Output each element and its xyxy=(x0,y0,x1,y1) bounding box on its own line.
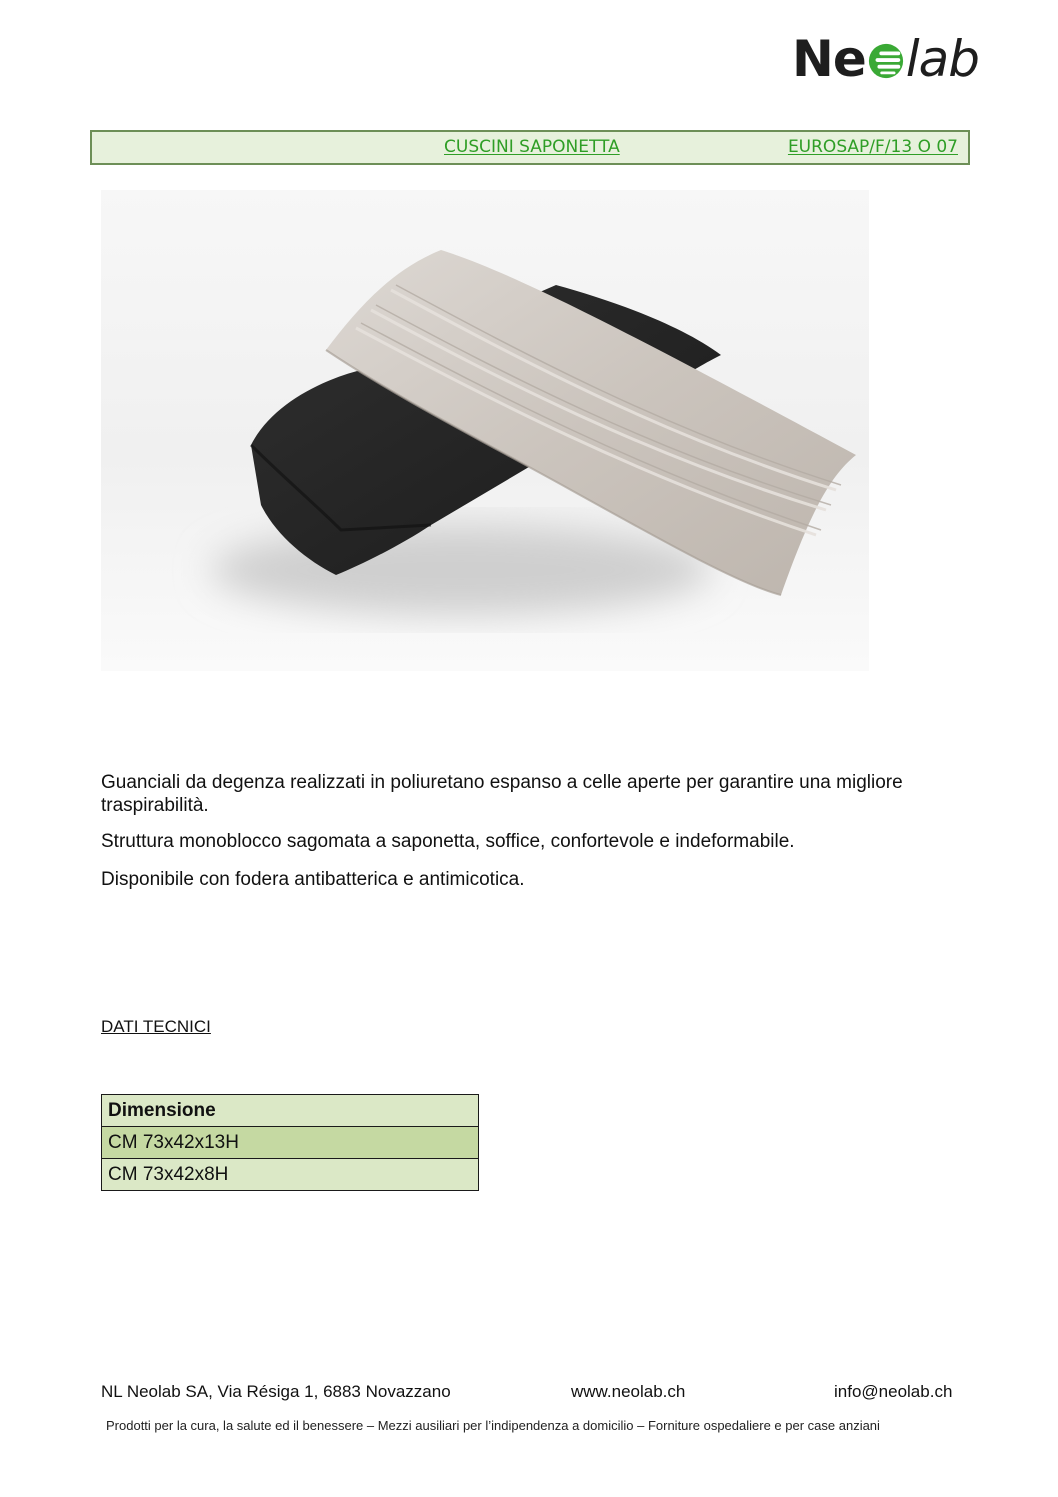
description-paragraph-3: Disponibile con fodera antibatterica e antimicotica. xyxy=(101,869,525,890)
logo-text-lab: lab xyxy=(905,30,980,88)
table-row xyxy=(102,1127,479,1159)
pillow-product-image xyxy=(101,190,869,671)
logo-text-ne: Ne xyxy=(792,30,866,88)
footer-address: NL Neolab SA, Via Résiga 1, 6883 Novazzano xyxy=(101,1382,451,1401)
header-bar xyxy=(90,130,970,165)
table-cell: CM 73x42x13H xyxy=(102,1127,479,1159)
table-row xyxy=(102,1159,479,1191)
description-paragraph-1: Guanciali da degenza realizzati in poliuretano espanso a celle aperte per garantire una migliore traspirabilità. xyxy=(101,772,903,816)
tech-data-heading: DATI TECNICI xyxy=(101,1017,211,1036)
footer-email-link[interactable]: info@neolab.ch xyxy=(834,1382,953,1401)
neolab-logo xyxy=(792,28,1012,90)
footer-tagline: Prodotti per la cura, la salute ed il benessere – Mezzi ausiliari per l’indipendenza a domicilio – Forniture ospedaliere e per case anziani xyxy=(106,1418,880,1433)
footer-website-link[interactable]: www.neolab.ch xyxy=(571,1382,686,1401)
table-cell: CM 73x42x8H xyxy=(102,1159,479,1191)
logo-o-icon xyxy=(867,42,905,80)
table-header-row xyxy=(102,1095,479,1127)
table-header-cell: Dimensione xyxy=(102,1095,479,1127)
description-paragraph-2: Struttura monoblocco sagomata a saponetta, soffice, confortevole e indeformabile. xyxy=(101,831,795,852)
dimensions-table xyxy=(101,1094,479,1191)
product-code: EUROSAP/F/13 O 07 xyxy=(787,137,958,157)
product-title: CUSCINI SAPONETTA xyxy=(444,137,620,157)
